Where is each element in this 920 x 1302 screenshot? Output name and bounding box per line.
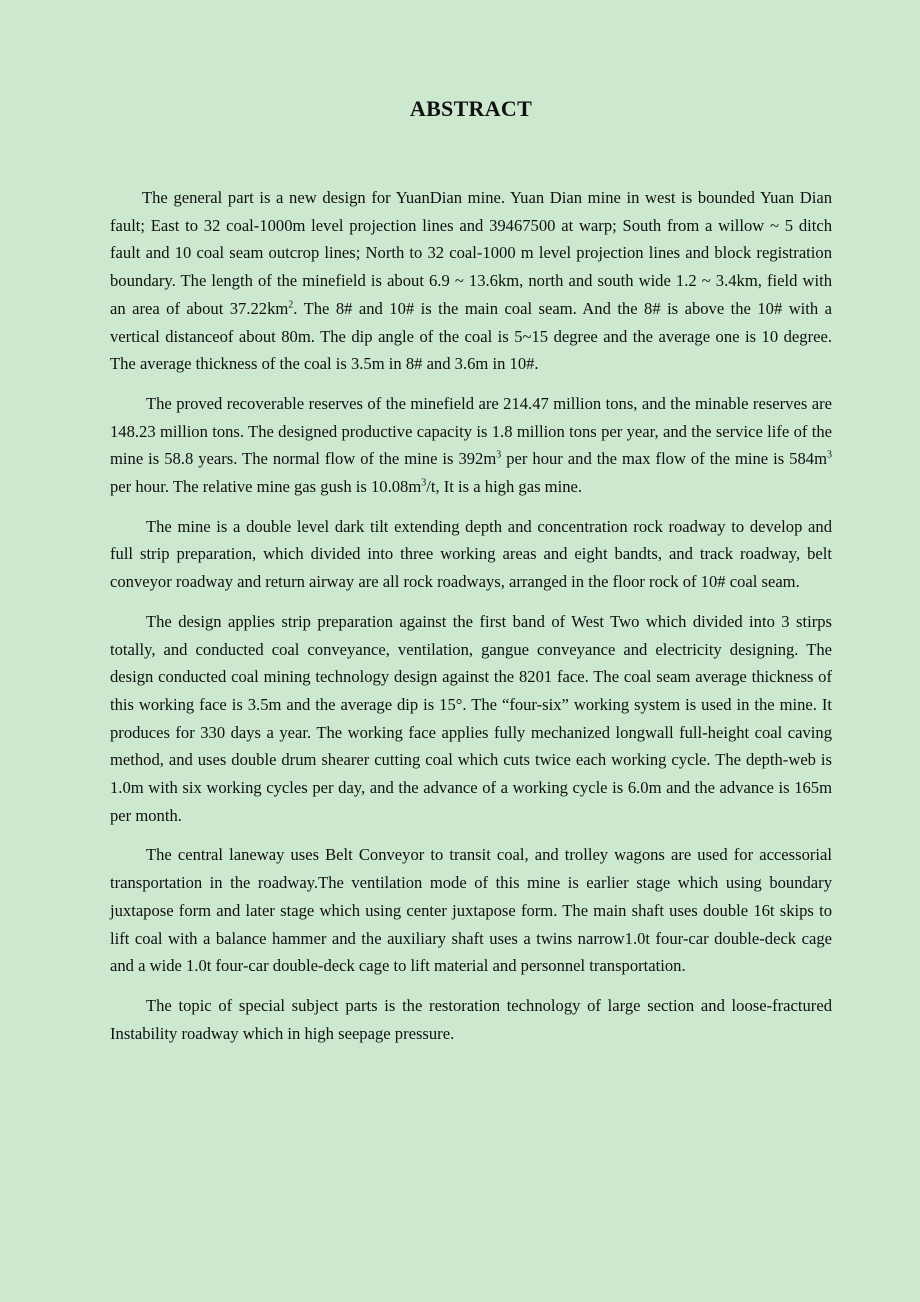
superscript-3-b: 3 [827,449,832,461]
paragraph-special-subject: The topic of special subject parts is the restoration technology of large section and loose-fractured Instability roadway which in high seepage pressure. [110,995,832,1043]
paragraph-strip-preparation: The design applies strip preparation against the first band of West Two which divided into 3 stirps totally, and conducted coal conveyance, ventilation, gangue conveyance and electricity designing. The design conducted coal mining technology design against the 8201 face. The coal seam average thickness of this working face is 3.5m and the average dip is 15°. The “four-six” working system is used in the mine. It produces for 330 days a year. The working face applies fully mechanized longwall full-height coal caving method, and uses double drum shearer cutting coal which cuts twice each working cycle. The depth-web is 1.0m with six working cycles per day, and the advance of a working cycle is 6.0m and the advance is 165m per month. [110,611,832,825]
superscript-3-c: 3 [421,477,427,489]
paragraph-1-text-b: . The 8# and 10# is the main coal seam. And the 8# is above the 10# with a vertical distanceof about 80m. The dip angle of the coal is 5~15 degree and the average one is 10 degree. The average thickness of the coal is 3.5m in 8# and 3.6m in 10#. [110,298,832,374]
paragraph-2-text-d: /t, It is a high gas mine. [426,477,583,497]
abstract-section [110,92,832,1059]
superscript-2: 2 [288,299,294,311]
paragraph-reserves [110,390,832,501]
paragraph-2-text-c: per hour. The relative mine gas gush is 10.08m [110,477,422,497]
paragraph-development: The mine is a double level dark tilt extending depth and concentration rock roadway to develop and full strip preparation, which divided into three working areas and eight bandts, and track roadway, belt conveyor roadway and return airway are all rock roadways, arranged in the floor rock of 10# coal seam. [110,516,832,592]
superscript-3-a: 3 [496,449,502,461]
paragraph-2-text-a: The proved recoverable reserves of the minefield are 214.47 million tons, and the minable reserves are 148.23 million tons. The designed productive capacity is 1.8 million tons per year, and the service life of the mine is 58.8 years. The normal flow of the mine is 392m [110,393,832,469]
paragraph-1-text-a: The general part is a new design for YuanDian mine. Yuan Dian mine in west is bounded Yuan Dian fault; East to 32 coal-1000m level projection lines and 39467500 at warp; South from a willow ~ 5 ditch fault and 10 coal seam outcrop lines; North to 32 coal-1000 m level projection lines and block registration boundary. The length of the minefield is about 6.9 ~ 13.6km, north and south wide 1.2 ~ 3.4km, field with an area of about 37.22km [110,188,832,318]
paragraph-2-text-b: per hour and the max flow of the mine is 584m [501,449,827,469]
abstract-title: ABSTRACT [409,96,533,121]
paragraph-mine-overview [110,184,832,378]
paragraph-transport-ventilation: The central laneway uses Belt Conveyor to transit coal, and trolley wagons are used for accessorial transportation in the roadway.The ventilation mode of this mine is earlier stage which using boundary juxtapose form and later stage which using center juxtapose form. The main shaft uses double 16t skips to lift coal with a balance hammer and the auxiliary shaft uses a twins narrow1.0t four-car double-deck cage and a wide 1.0t four-car double-deck cage to lift material and personnel transportation. [110,845,832,976]
